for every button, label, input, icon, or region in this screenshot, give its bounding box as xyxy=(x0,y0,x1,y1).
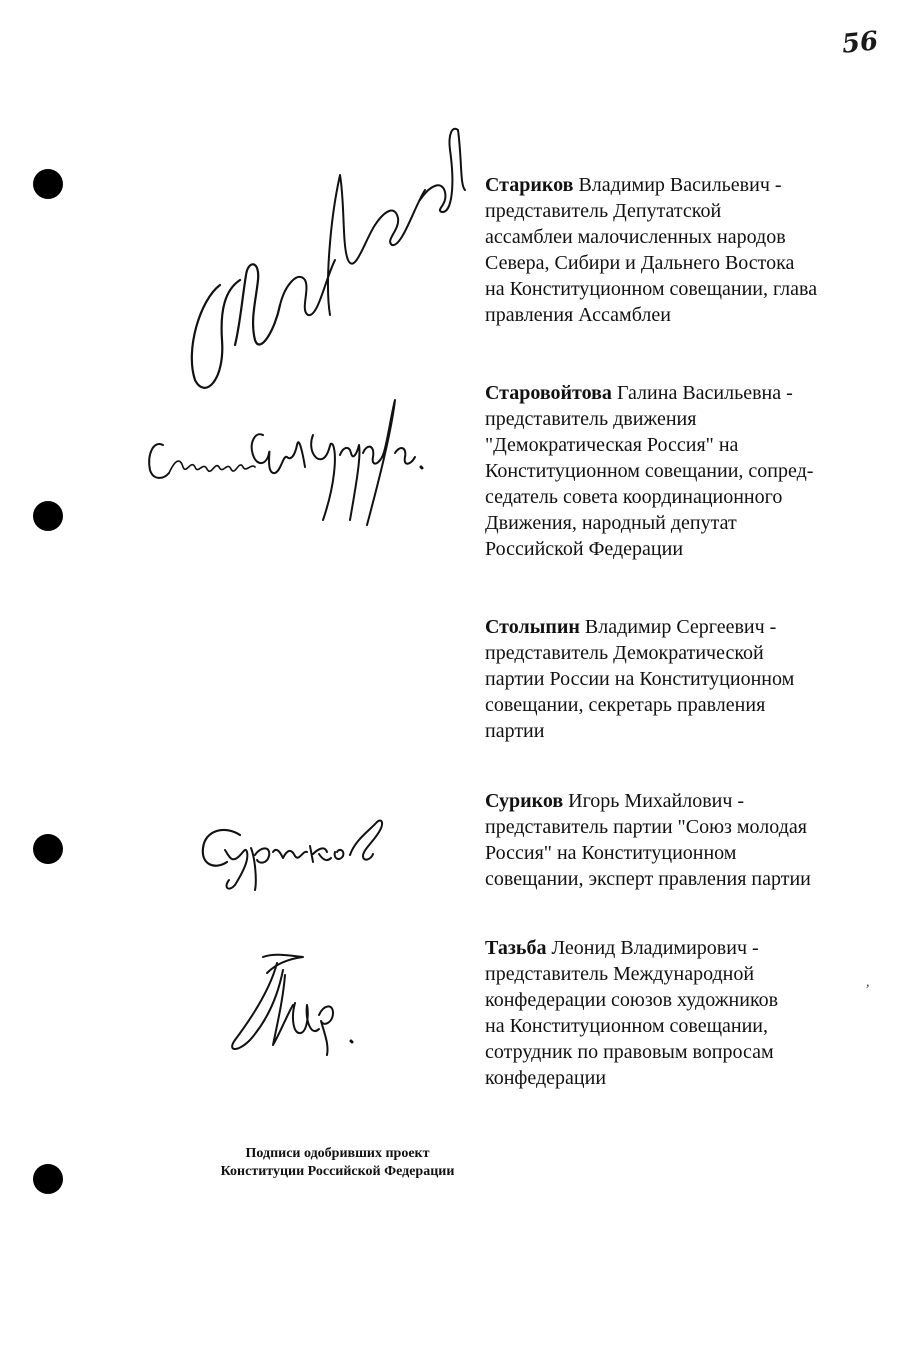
entry-line: на Конституционном совещании, xyxy=(485,1015,768,1037)
entry-line: на Конституционном совещании, глава xyxy=(485,278,818,300)
signature-surikov xyxy=(195,810,400,895)
entry-line: правления Ассамблеи xyxy=(485,304,671,326)
name-rest: Игорь Михайлович - xyxy=(563,790,745,812)
signatures-caption xyxy=(200,1145,475,1181)
entry-line: "Демократическая Россия" на xyxy=(485,434,739,456)
surname: Стариков xyxy=(485,174,574,196)
name-rest: Владимир Васильевич - xyxy=(573,174,782,196)
entry-line: Конституционном совещании, сопред- xyxy=(485,460,814,482)
entry-first-line xyxy=(485,380,885,406)
entry-first-line xyxy=(485,172,885,198)
binder-hole xyxy=(33,169,63,199)
surname: Старовойтова xyxy=(485,382,612,404)
caption-line: Конституции Российской Федерации xyxy=(220,1164,455,1179)
entry-first-line xyxy=(485,788,885,814)
binder-hole xyxy=(33,1164,63,1194)
entry-line: Россия" на Конституционном xyxy=(485,842,737,864)
entry-surikov xyxy=(485,788,885,892)
entry-line: сотрудник по правовым вопросам xyxy=(485,1041,774,1063)
entry-line: партии xyxy=(485,720,545,742)
caption-line: Подписи одобривших проект xyxy=(245,1146,430,1161)
name-rest: Владимир Сергеевич - xyxy=(579,616,777,638)
entry-first-line xyxy=(485,614,885,640)
page-number: 56 xyxy=(840,26,880,60)
entry-line: представитель партии "Союз молодая xyxy=(485,816,807,838)
signature-starikov xyxy=(180,110,480,400)
binder-hole xyxy=(33,834,63,864)
entry-line: Севера, Сибири и Дальнего Востока xyxy=(485,252,795,274)
surname: Суриков xyxy=(485,790,564,812)
entry-line: партии России на Конституционном xyxy=(485,668,795,690)
name-rest: Галина Васильевна - xyxy=(611,382,793,404)
surname: Тазьба xyxy=(485,937,547,959)
stray-mark: , xyxy=(866,975,870,990)
name-rest: Леонид Владимирович - xyxy=(546,937,759,959)
entry-starovoytova xyxy=(485,380,885,562)
entry-line: конфедерации союзов художников xyxy=(485,989,779,1011)
entry-line: ассамблеи малочисленных народов xyxy=(485,226,786,248)
entry-line: представитель Международной xyxy=(485,963,755,985)
binder-hole xyxy=(33,501,63,531)
surname: Столыпин xyxy=(485,616,580,638)
entry-line: совещании, секретарь правления xyxy=(485,694,766,716)
signature-gleb-yakunin xyxy=(145,395,430,535)
entry-line: представитель Демократической xyxy=(485,642,764,664)
entry-line: совещании, эксперт правления партии xyxy=(485,868,811,890)
entry-line: Российской Федерации xyxy=(485,538,684,560)
entry-line: представитель движения xyxy=(485,408,697,430)
entry-line: представитель Депутатской xyxy=(485,200,722,222)
entry-starikov xyxy=(485,172,885,328)
entry-line: седатель совета координационного xyxy=(485,486,783,508)
entry-line: Движения, народный депутат xyxy=(485,512,737,534)
entry-line: конфедерации xyxy=(485,1067,607,1089)
entry-stolypin xyxy=(485,614,885,744)
entry-tazba xyxy=(485,935,885,1091)
entry-first-line xyxy=(485,935,885,961)
signature-tazba xyxy=(215,945,365,1065)
